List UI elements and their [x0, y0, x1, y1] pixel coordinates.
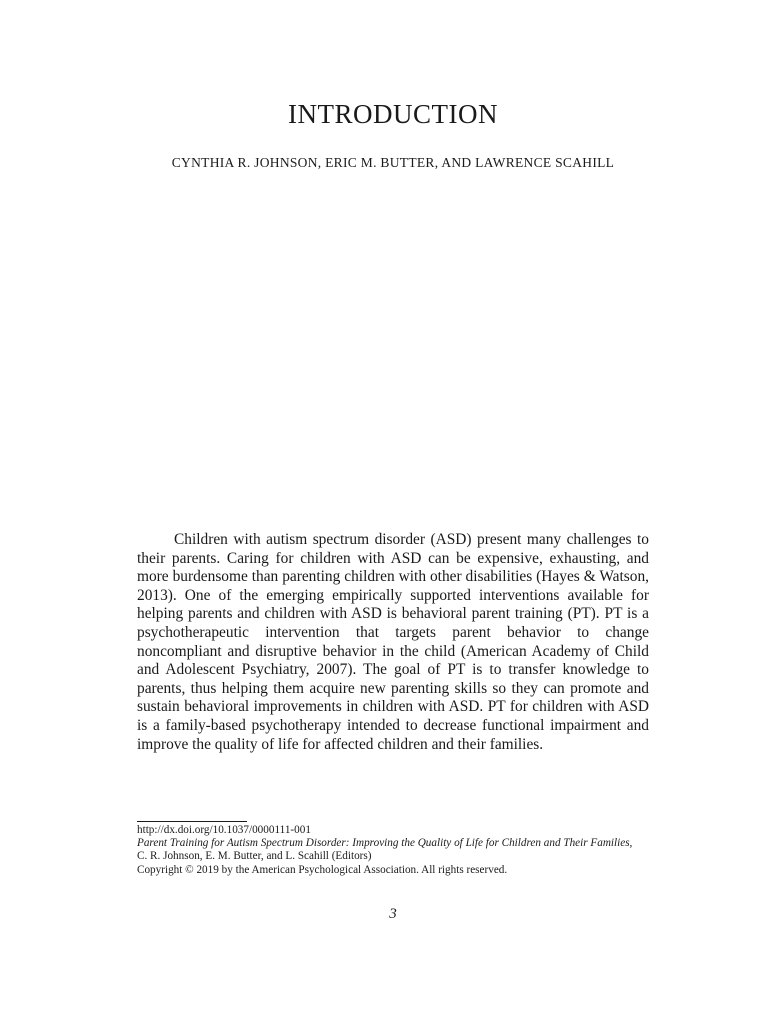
footnote-editors: C. R. Johnson, E. M. Butter, and L. Scahill (Editors) — [137, 850, 372, 863]
chapter-title: INTRODUCTION — [288, 99, 498, 129]
chapter-authors: CYNTHIA R. JOHNSON, ERIC M. BUTTER, AND LAWRENCE SCAHILL — [171, 155, 615, 170]
footnote-block — [137, 824, 657, 877]
page-number: 3 — [389, 906, 397, 922]
footnote-doi: http://dx.doi.org/10.1037/0000111-001 — [137, 824, 311, 836]
footnote-rule — [137, 821, 247, 822]
footnote-copyright: Copyright © 2019 by the American Psychological Association. All rights reserved. — [137, 863, 508, 876]
body-paragraph: Children with autism spectrum disorder (ASD) present many challenges to their parents. Caring for children with ASD can be expensive, exhausting, and more burdensome than parenting children with other disabilities (Hayes & Watson, 2013). One of the emerging empirically supported interventions available for helping parents and children with ASD is behavioral parent training (PT). PT is a psychotherapeutic intervention that targets parent behavior to change noncompliant and disruptive behavior in the child (American Academy of Child and Adolescent Psychiatry, 2007). The goal of PT is to transfer knowledge to parents, thus helping them acquire new parenting skills so they can promote and sustain behavioral improvements in children with ASD. PT for children with ASD is a family-based psychotherapy intended to decrease functional impairment and improve the quality of life for affected children and their families. — [137, 531, 649, 753]
footnote-book-title: Parent Training for Autism Spectrum Disorder: Improving the Quality of Life for Children and Their Families, — [137, 837, 633, 850]
